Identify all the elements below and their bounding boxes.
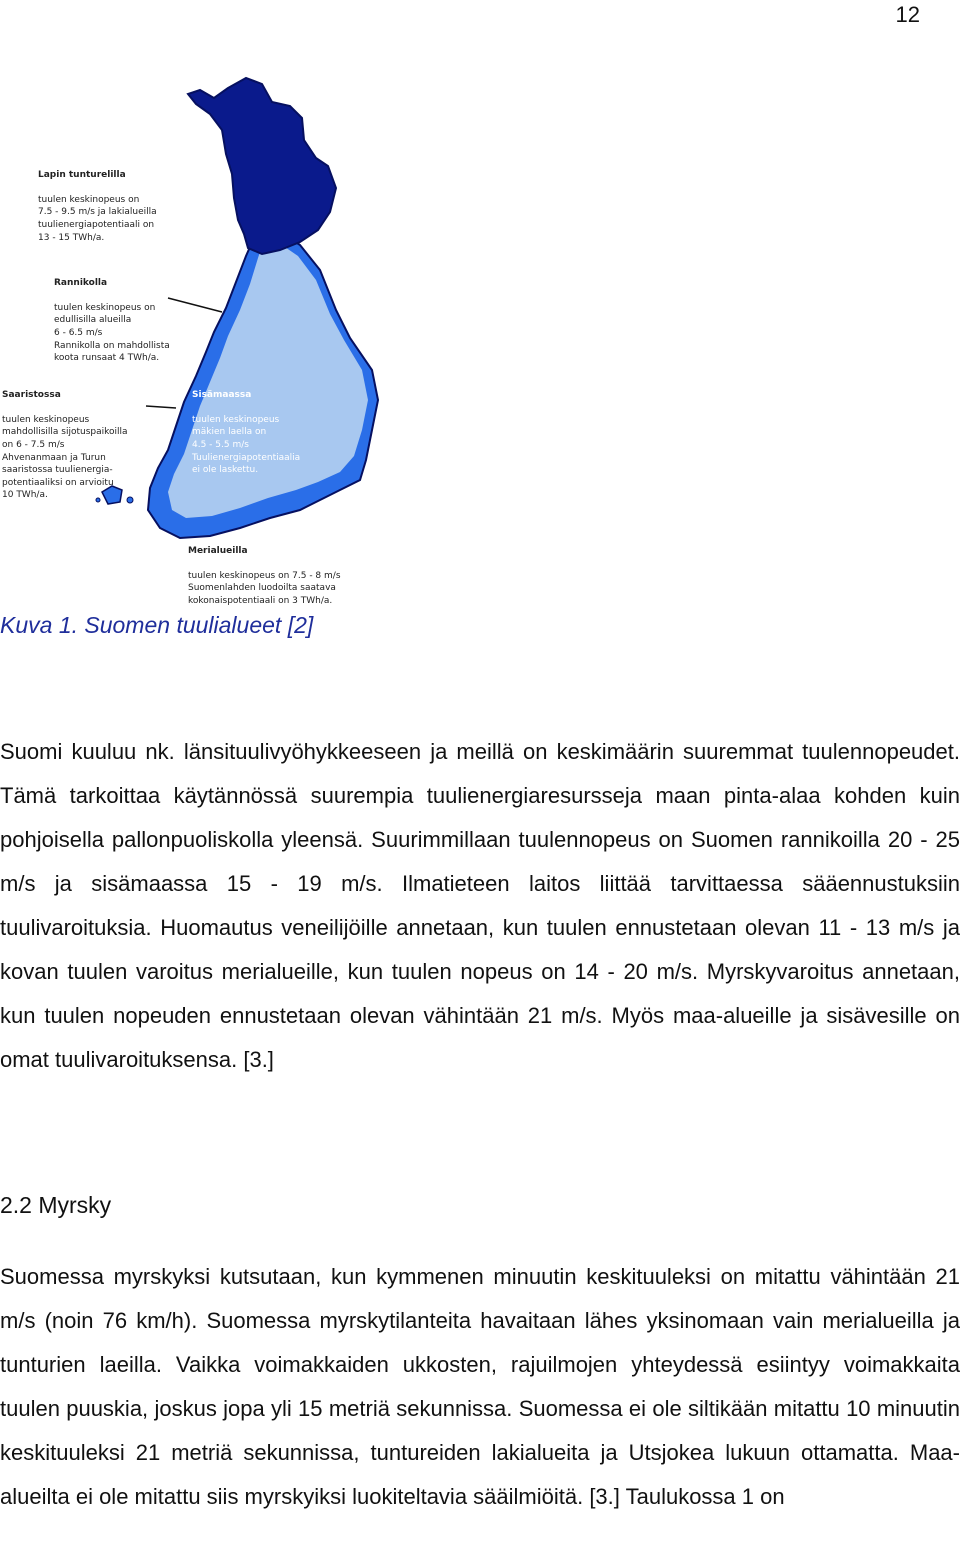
label-archipelago-title: Saaristossa bbox=[2, 389, 61, 400]
page-number: 12 bbox=[895, 2, 920, 27]
figure-caption: Kuva 1. Suomen tuulialueet [2] bbox=[0, 612, 314, 638]
label-inland-body: tuulen keskinopeus mäkien laella on 4.5 - 5.5 m/s Tuulienergiapotentiaalia ei ole laskettu. bbox=[192, 414, 301, 476]
label-coast-body: tuulen keskinopeus on edullisilla alueilla 6 - 6.5 m/s Rannikolla on mahdollista koota runsaat 4 TWh/a. bbox=[54, 302, 170, 364]
section-heading: 2.2 Myrsky bbox=[0, 1192, 112, 1218]
label-lapland-body: tuulen keskinopeus on 7.5 - 9.5 m/s ja lakialueilla tuulienergiapotentiaali on 13 - 15 TWh/a. bbox=[38, 194, 157, 243]
paragraph-storm: Suomessa myrskyksi kutsutaan, kun kymmenen minuutin keskituuleksi on mitattu vähintään 21 m/s (noin 76 km/h). Suomessa myrskytilanteita havaitaan lähes yksinomaan vain merialueilla ja tunturien laeilla. Vaikka voimakkaiden ukkosten, rajuilmojen yhteydessä esiintyy voimakkaita tuulen puuskia, joskus jopa yli 15 metriä sekunnissa. Suomessa ei ole siltikään mitattu 10 minuutin keskituuleksi 21 metriä sekunnissa, tuntureiden lakialueita ja Utsjokea lukuun ottamatta. Maa-alueilta ei ole mitattu siis myrskyiksi luokiteltavia sääilmiöitä. [3.] Taulukossa 1 on bbox=[0, 1264, 960, 1509]
label-inland bbox=[192, 376, 300, 477]
label-lapland bbox=[38, 156, 157, 244]
label-sea bbox=[188, 532, 341, 608]
label-inland-title: Sisämaassa bbox=[192, 389, 252, 400]
label-archipelago bbox=[2, 376, 128, 502]
label-coast bbox=[54, 264, 170, 365]
label-coast-title: Rannikolla bbox=[54, 277, 108, 288]
label-lapland-title: Lapin tunturelilla bbox=[38, 169, 126, 180]
finland-wind-map-figure bbox=[0, 70, 380, 606]
lapland-zone bbox=[188, 78, 336, 254]
label-archipelago-body: tuulen keskinopeus mahdollisilla sijotuspaikoilla on 6 - 7.5 m/s Ahvenanmaan ja Turun saaristossa tuulienergia- potentiaaliksi on arvioitu 10 TWh/a. bbox=[2, 414, 128, 501]
label-sea-title: Merialueilla bbox=[188, 545, 248, 556]
paragraph-wind-zones: Suomi kuuluu nk. länsituulivyöhykkeeseen ja meillä on keskimäärin suuremmat tuulennopeudet. Tämä tarkoittaa käytännössä suurempia tuulienergiaresursseja maan pinta-alaa kohden kuin pohjoisella pallonpuoliskolla yleensä. Suurimmillaan tuulennopeus on Suomen rannikoilla 20 - 25 m/s ja sisämaassa 15 - 19 m/s. Ilmatieteen laitos liittää tarvittaessa sääennustuksiin tuulivaroituksia. Huomautus veneilijöille annetaan, kun tuulen ennustetaan olevan 11 - 13 m/s ja kovan tuulen varoitus merialueille, kun tuulen nopeus on 14 - 20 m/s. Myrskyvaroitus annetaan, kun tuulen nopeuden ennustetaan olevan vähintään 21 m/s. Myös maa-alueille ja sisävesille on omat tuulivaroituksensa. [3.] bbox=[0, 739, 960, 1072]
label-sea-body: tuulen keskinopeus on 7.5 - 8 m/s Suomenlahden luodoilta saatava kokonaispotentiaali on 3 TWh/a. bbox=[188, 570, 341, 606]
